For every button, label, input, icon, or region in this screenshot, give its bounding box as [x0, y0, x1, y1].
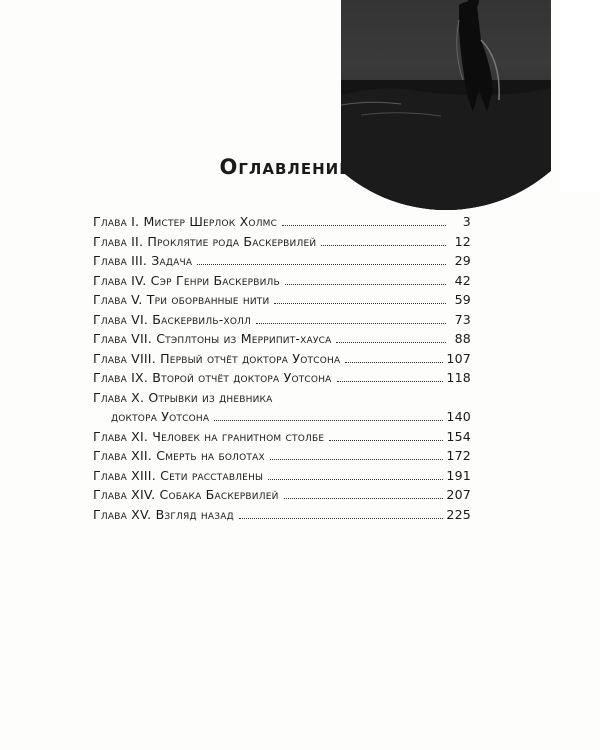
toc-entry-page: 42: [454, 272, 471, 288]
toc-entry[interactable]: [93, 310, 471, 330]
toc-entry[interactable]: [93, 271, 471, 291]
toc-entry-page: 3: [462, 214, 471, 229]
dot-leader: [284, 485, 444, 499]
toc-entry-page: 207: [446, 487, 471, 502]
dot-leader: [239, 505, 444, 519]
toc-entry[interactable]: [93, 251, 471, 271]
toc-entry-label: Глава XIII. Сети расставлены: [93, 467, 264, 483]
toc-entry[interactable]: [93, 212, 471, 232]
toc-entry-label-continuation: доктора Уотсона: [111, 409, 210, 424]
toc-entry-page: 29: [454, 253, 471, 268]
dot-leader: [345, 349, 443, 363]
toc-entry-page: 191: [446, 467, 471, 483]
toc-entry-label: Глава III. Задача: [93, 253, 193, 268]
toc-entry[interactable]: [93, 329, 471, 349]
toc-entry-continuation[interactable]: [93, 407, 471, 427]
dot-leader: [256, 310, 446, 324]
toc-entry-label: Глава XII. Смерть на болотах: [93, 448, 265, 463]
toc-entry-label: Глава XIV. Собака Баскервилей: [93, 487, 279, 502]
dot-leader: [321, 232, 446, 246]
toc-entry[interactable]: [93, 349, 471, 369]
toc-entry-page: 172: [446, 448, 471, 463]
toc-entry-page: 118: [446, 370, 471, 385]
dot-leader: [197, 251, 446, 265]
toc-entry-page: 140: [446, 409, 471, 424]
toc-entry-label: Глава IX. Второй отчёт доктора Уотсона: [93, 370, 332, 385]
toc-entry-page: 59: [454, 292, 471, 307]
dot-leader: [336, 329, 446, 343]
toc-entry[interactable]: [93, 232, 471, 252]
toc-entry-label: Глава V. Три оборванные нити: [93, 292, 270, 307]
dot-leader: [274, 290, 446, 304]
toc-entry-page: 73: [454, 311, 471, 327]
toc-entry[interactable]: [93, 388, 471, 408]
toc-entry[interactable]: [93, 485, 471, 505]
toc-entry-label: Глава VI. Баскервиль-холл: [93, 311, 252, 327]
toc-entry-page: 107: [446, 350, 471, 366]
toc-entry-label: Глава VIII. Первый отчёт доктора Уотсона: [93, 350, 341, 366]
dot-leader: [214, 407, 443, 421]
toc-entry-label: Глава VII. Стэплтоны из Меррипит-хауса: [93, 331, 332, 346]
toc-entry-label: Глава X. Отрывки из дневника: [93, 389, 273, 405]
toc-entry[interactable]: [93, 427, 471, 447]
toc-entry-page: 154: [446, 428, 471, 444]
toc-entry[interactable]: [93, 466, 471, 486]
toc-entry-label: Глава XV. Взгляд назад: [93, 506, 234, 522]
toc-entry-label: Глава II. Проклятие рода Баскервилей: [93, 233, 317, 249]
dot-leader: [270, 446, 444, 460]
toc-entry-label: Глава XI. Человек на гранитном столбе: [93, 428, 325, 444]
toc-entry[interactable]: [93, 290, 471, 310]
dot-leader: [268, 466, 443, 480]
toc-entry[interactable]: [93, 368, 471, 388]
toc-entry[interactable]: [93, 446, 471, 466]
toc-entry-label: Глава IV. Сэр Генри Баскервиль: [93, 272, 280, 288]
table-of-contents: [93, 212, 471, 524]
dot-leader: [329, 427, 443, 441]
toc-entry-page: 88: [454, 331, 471, 346]
dot-leader: [337, 368, 444, 382]
dot-leader: [285, 271, 446, 285]
toc-entry[interactable]: [93, 505, 471, 525]
toc-entry-page: 12: [454, 233, 471, 249]
toc-entry-label: Глава I. Мистер Шерлок Холмс: [93, 214, 278, 229]
toc-entry-page: 225: [446, 506, 471, 522]
page-title: Оглавление: [219, 155, 351, 179]
dot-leader: [282, 212, 446, 226]
